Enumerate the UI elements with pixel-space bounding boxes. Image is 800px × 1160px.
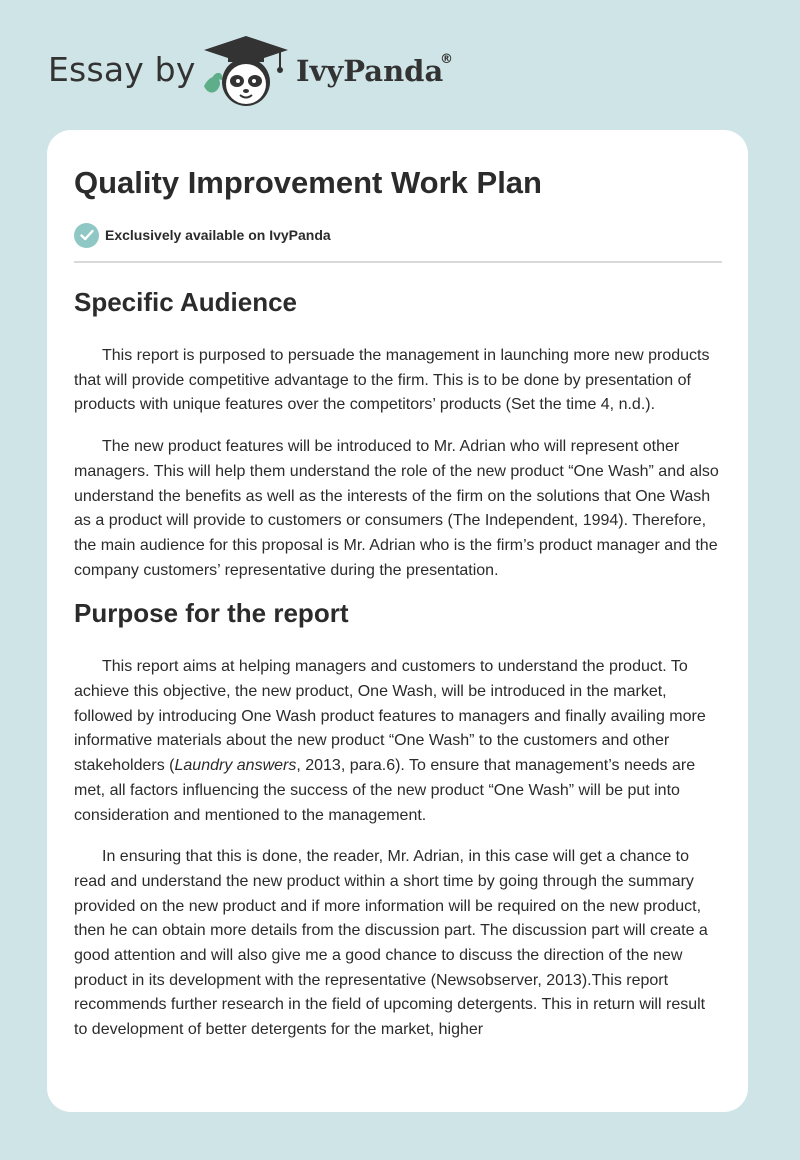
paragraph: This report is purposed to persuade the management in launching more new products that will provide competitive advantage to the firm. This is to be done by presentation of products with unique features over the competitors’ products (Set the time 4, n.d.).: [74, 347, 710, 414]
divider: [74, 261, 722, 263]
paragraph: The new product features will be introduced to Mr. Adrian who will represent other managers. This will help them understand the role of the new product “One Wash” and also understand the benefits as well as the interests of the firm on the solutions that One Wash as a product will provide to customers or consumers (The Independent, 1994). Therefore, the main audience for this proposal is Mr. Adrian who is the firm’s product manager and the company customers’ representative during the presentation.: [74, 438, 719, 579]
paragraph-text: This report aims at helping managers and customers to understand the product. To achieve this objective, the new product, One Wash, will be introduced in the market, followed by introducing One Wash product features to managers and finally availing more informative materials about the new product “One Wash” to the customers and other stakeholders (: [74, 658, 706, 775]
paragraph: In ensuring that this is done, the reader, Mr. Adrian, in this case will get a chance to read and understand the new product within a short time by going through the summary provided on the new product and if more information will be required on the new product, then he can obtain more details from the discussion part. The discussion part will create a good attention and will also give me a good chance to discuss the direction of the new product in its development with the representative (Newsobserver, 2013).This report recommends further research in the field of upcoming detergents. This in return will result to development of better detergents for the market, higher: [74, 848, 708, 1039]
site-header: [0, 0, 800, 130]
section-heading-purpose: Purpose for the report: [74, 598, 349, 629]
paragraph: [74, 655, 722, 828]
exclusive-badge: [74, 222, 331, 248]
registered-mark: ®: [440, 52, 453, 67]
check-circle-icon: [74, 223, 99, 248]
essay-body: [74, 280, 722, 1043]
paragraph-text: , 2013, para.6). To ensure that management’s needs are met, all factors influencing the success of the new product “One Wash” will be put into consideration and mentioned to the management.: [74, 757, 696, 824]
citation-title: Laundry answers: [174, 757, 297, 775]
panda-graduate-icon[interactable]: [200, 34, 292, 110]
section-heading-audience: Specific Audience: [74, 287, 297, 317]
essay-card: [47, 130, 748, 1112]
exclusive-label: Exclusively available on IvyPanda: [105, 227, 331, 243]
page-title: Quality Improvement Work Plan: [74, 165, 542, 200]
essay-by-label: Essay by: [48, 50, 196, 89]
brand-name[interactable]: IvyPanda: [296, 54, 444, 88]
